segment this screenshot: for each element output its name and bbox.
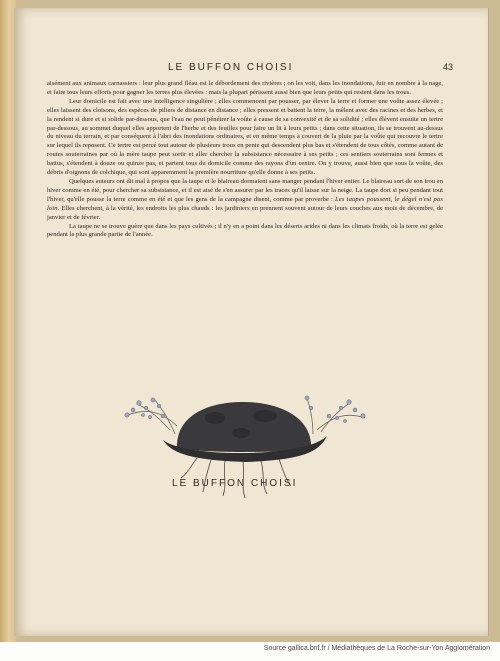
body-text [47, 80, 443, 240]
mole-mound-illustration [115, 388, 375, 508]
running-head: LE BUFFON CHOISI [168, 62, 294, 73]
source-credit: Source gallica.bnf.fr / Médiathèques de La Roche-sur-Yon Agglomération [263, 645, 490, 652]
paragraph: Leur domicile est fait avec une intelligence singulière ; elles commencent par pousser, par élever la terre et former une voûte assez élevée ; elles laissent des cloisons, des espèces de piliers de distance en distance ; elles pressent et battent la terre, la mêlent avec des racines et des herbes, et la rendent si dure et si solide par-dessous, que l'eau ne peut pénétrer la voûte à cause de sa convexité et de sa solidité ; elles élèvent ensuite un tertre par-dessous, au sommet duquel elles apportent de l'herbe et des feuilles pour faire un lit à leurs petits ; dans cette situation, ils se trouvent au-dessus du niveau du terrain, et par conséquent à l'abri des inondations ordinaires, et en même temps à couvert de la pluie par la voûte qui recouvre le tertre sur lequel ils reposent. Ce tertre est percé tout autour de plusieurs trous en pente qui descendent plus bas et s'étendent de tous côtés, comme autant de routes souterraines par où la mère taupe peut sortir et aller chercher la subsistance nécessaire à ses petits ; ces sentiers souterrains sont fermes et battus, s'étendent à douze ou quinze pas, et partent tous du domicile comme des rayons d'un centre. On y trouve, aussi bien que sous la voûte, des débris d'oignons de colchique, qui sont apparemment la première nourriture qu'elle donne à ses petits. [47, 97, 443, 177]
paragraph-text: Quelques auteurs ont dit mal à propos que la taupe et le blaireau dormaient sans manger pendant l'hiver entier. Le blaireau sort de son trou en hiver comme en été, pour chercher sa subsistance, et il est aisé de s'en assurer par les traces qu'il laisse sur la neige. La taupe dort si peu pendant tout l'hiver, qu'elle pousse la terre comme en été et que les gens de la campagne disent, comme par proverbe : [47, 177, 443, 203]
paragraph [47, 178, 443, 223]
footer-running-head: LE BUFFON CHOISI [172, 478, 298, 489]
page-number: 43 [443, 62, 454, 72]
paragraph: aisément aux animaux carnassiers : leur plus grand fléau est le débordement des rivières ; on les voit, dans les inondations, fuir en nombre à la nage, et faire tous leurs efforts pour gagner les terres plus élevées : mais la plupart périssent aussi bien que leurs petits qui restent dans les trous. [47, 80, 443, 96]
flower-sprigs-right [307, 398, 365, 434]
paragraph: La taupe ne se trouve guère que dans les pays cultivés ; il n'y en a point dans les déserts arides ni dans les climats froids, où la terre est gelée pendant la plus grande partie de l'année. [47, 222, 443, 239]
proverb-quote: Les taupes poussent, le dégel n'est pas loin. [47, 195, 443, 212]
mound-dome [177, 402, 311, 452]
flower-blossoms-left [125, 398, 165, 419]
paragraph-text: Elles cherchent, à la vérité, les endroits les plus chauds : les jardiniers en prennent souvent autour de leurs couches aux mois de décembre, de janvier et de février. [47, 204, 443, 221]
